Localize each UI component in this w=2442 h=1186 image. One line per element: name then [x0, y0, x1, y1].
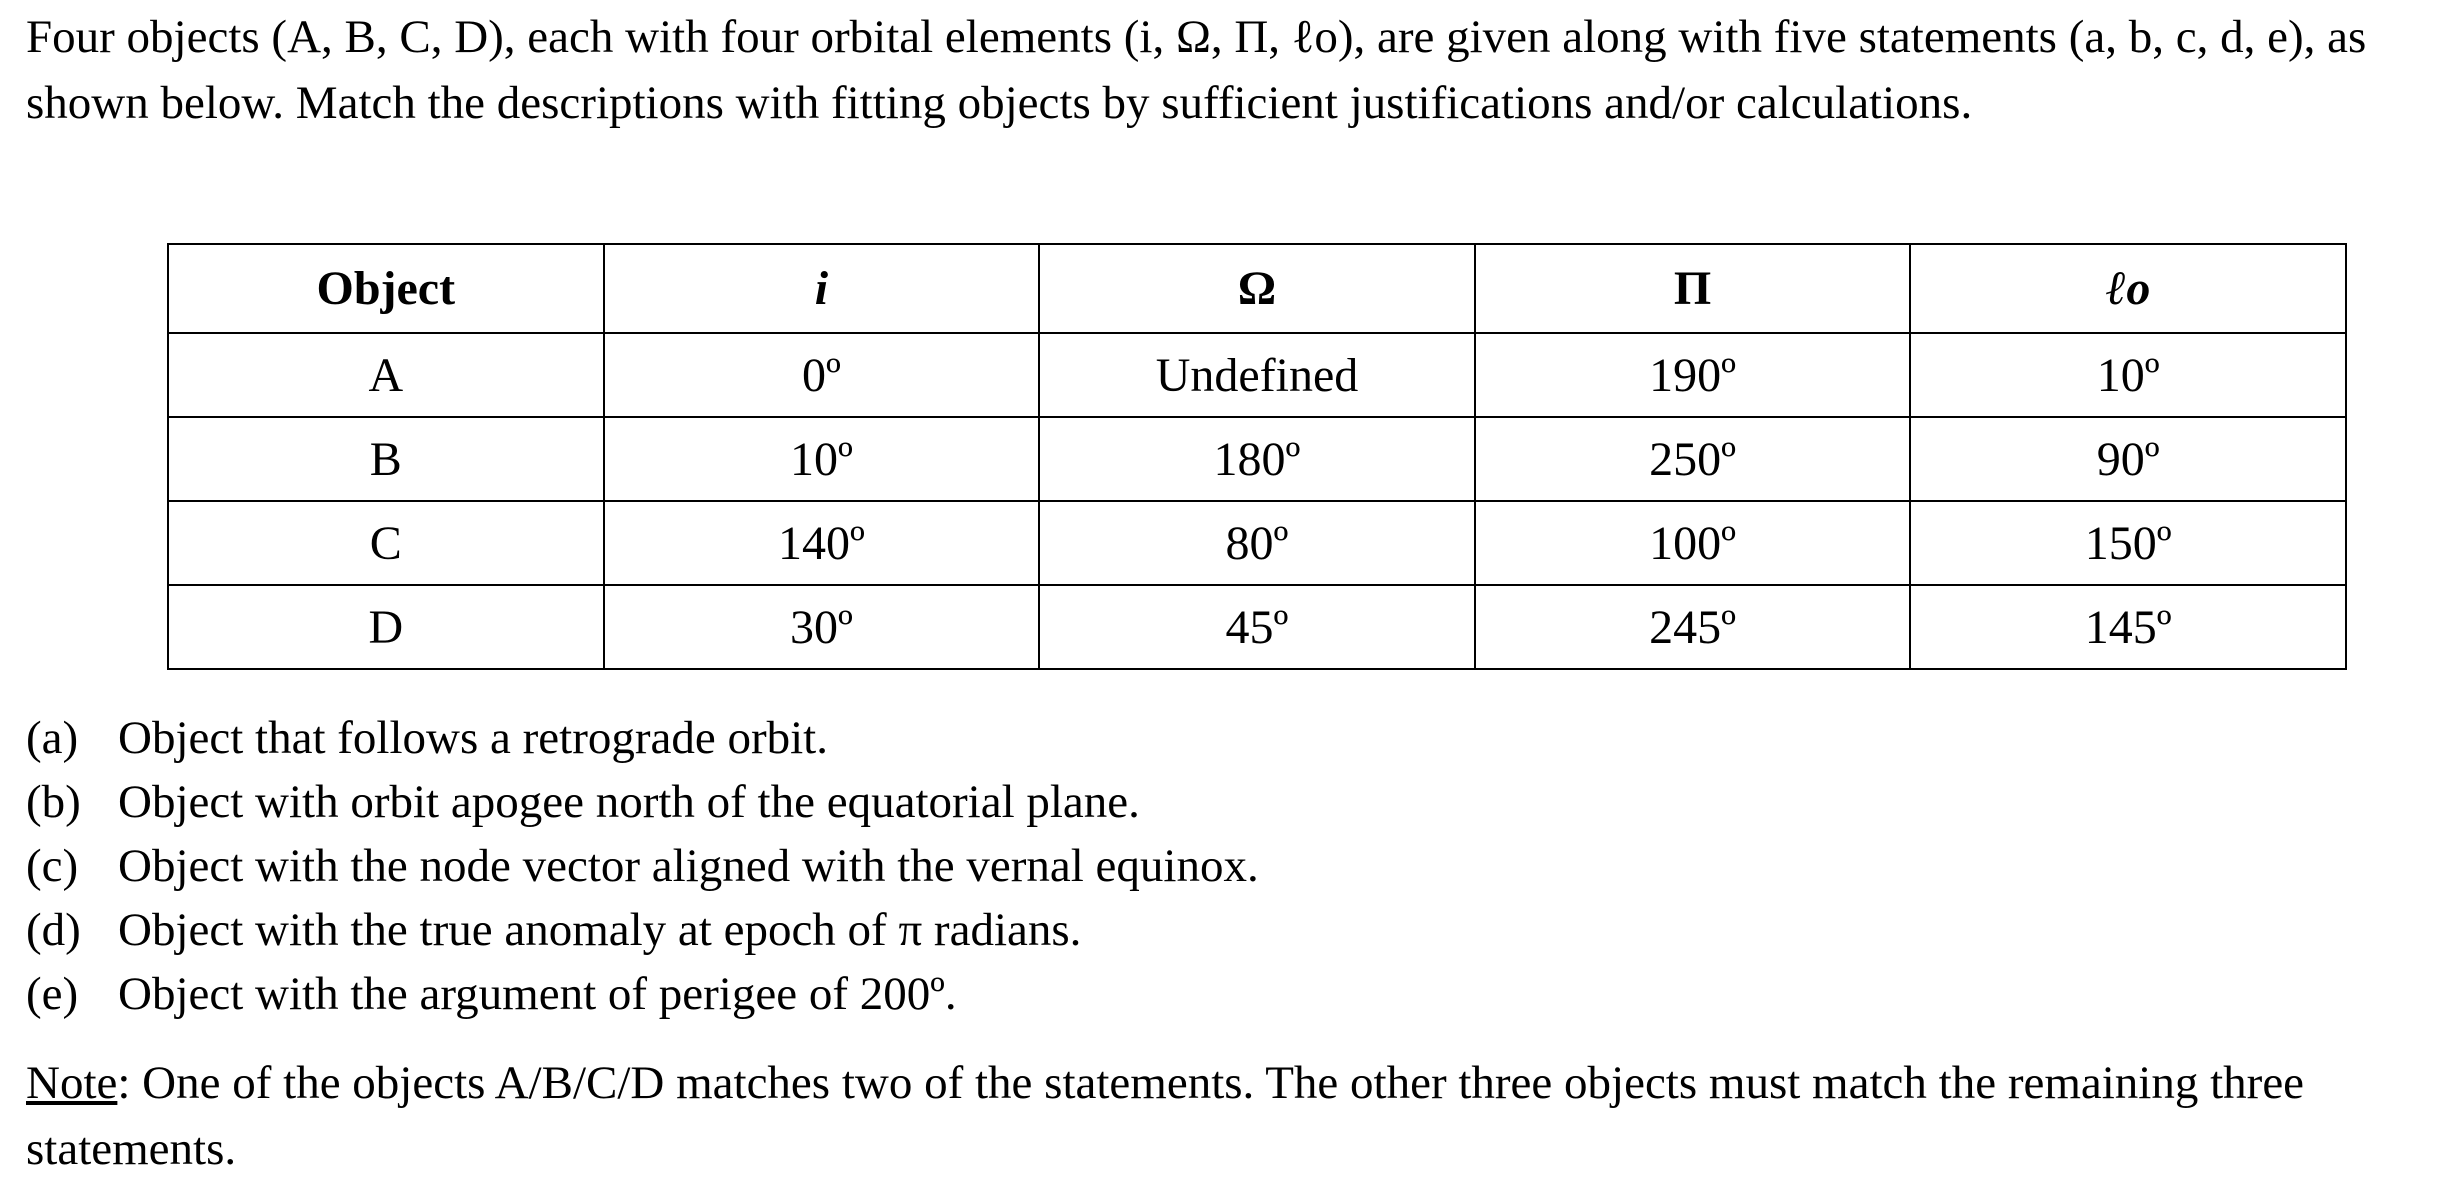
table-row: [168, 501, 2346, 585]
cell-mean-longitude: 145º: [1910, 585, 2346, 669]
list-item: [26, 962, 1259, 1026]
header-inclination: i: [604, 244, 1040, 333]
note-text: : One of the objects A/B/C/D matches two of the statements. The other three objects must match the remaining three statements.: [26, 1057, 2305, 1175]
table-row: [168, 333, 2346, 417]
cell-node-longitude: Undefined: [1039, 333, 1475, 417]
cell-object: A: [168, 333, 604, 417]
cell-perigee-longitude: 100º: [1475, 501, 1911, 585]
cell-perigee-longitude: 245º: [1475, 585, 1911, 669]
statement-text: Object with the argument of perigee of 200º.: [118, 968, 957, 1020]
cell-object: C: [168, 501, 604, 585]
header-perigee-longitude: Π: [1475, 244, 1911, 333]
cell-mean-longitude: 150º: [1910, 501, 2346, 585]
list-item: [26, 770, 1259, 834]
cell-mean-longitude: 90º: [1910, 417, 2346, 501]
cell-node-longitude: 80º: [1039, 501, 1475, 585]
cell-node-longitude: 45º: [1039, 585, 1475, 669]
list-item: [26, 898, 1259, 962]
statement-list: [26, 706, 1259, 1026]
list-item: [26, 706, 1259, 770]
statement-letter: (b): [26, 776, 81, 828]
cell-object: D: [168, 585, 604, 669]
cell-node-longitude: 180º: [1039, 417, 1475, 501]
cell-perigee-longitude: 190º: [1475, 333, 1911, 417]
header-mean-longitude: ℓo: [1910, 244, 2346, 333]
statement-letter: (d): [26, 904, 81, 956]
statement-text: Object with the node vector aligned with the vernal equinox.: [118, 840, 1259, 892]
intro-paragraph: Four objects (A, B, C, D), each with four orbital elements (i, Ω, Π, ℓo), are given along with five statements (a, b, c, d, e), as shown below. Match the descriptions with fitting objects by sufficient justifications and/or calculations.: [26, 11, 2367, 129]
cell-inclination: 0º: [604, 333, 1040, 417]
list-item: [26, 834, 1259, 898]
cell-perigee-longitude: 250º: [1475, 417, 1911, 501]
table-row: [168, 417, 2346, 501]
header-object: Object: [168, 244, 604, 333]
note-paragraph: [26, 1050, 2426, 1182]
cell-mean-longitude: 10º: [1910, 333, 2346, 417]
cell-inclination: 140º: [604, 501, 1040, 585]
cell-inclination: 10º: [604, 417, 1040, 501]
statement-letter: (e): [26, 968, 79, 1020]
orbital-elements-table: [167, 243, 2347, 670]
cell-object: B: [168, 417, 604, 501]
statement-letter: (c): [26, 840, 79, 892]
table-row: [168, 585, 2346, 669]
note-label: Note: [26, 1057, 118, 1109]
statement-text: Object with orbit apogee north of the equatorial plane.: [118, 776, 1140, 828]
header-node-longitude: Ω: [1039, 244, 1475, 333]
table-header-row: [168, 244, 2346, 333]
statement-text: Object with the true anomaly at epoch of π radians.: [118, 904, 1082, 956]
statement-letter: (a): [26, 712, 79, 764]
orbital-elements-table-wrapper: [167, 243, 2347, 670]
cell-inclination: 30º: [604, 585, 1040, 669]
statement-text: Object that follows a retrograde orbit.: [118, 712, 828, 764]
